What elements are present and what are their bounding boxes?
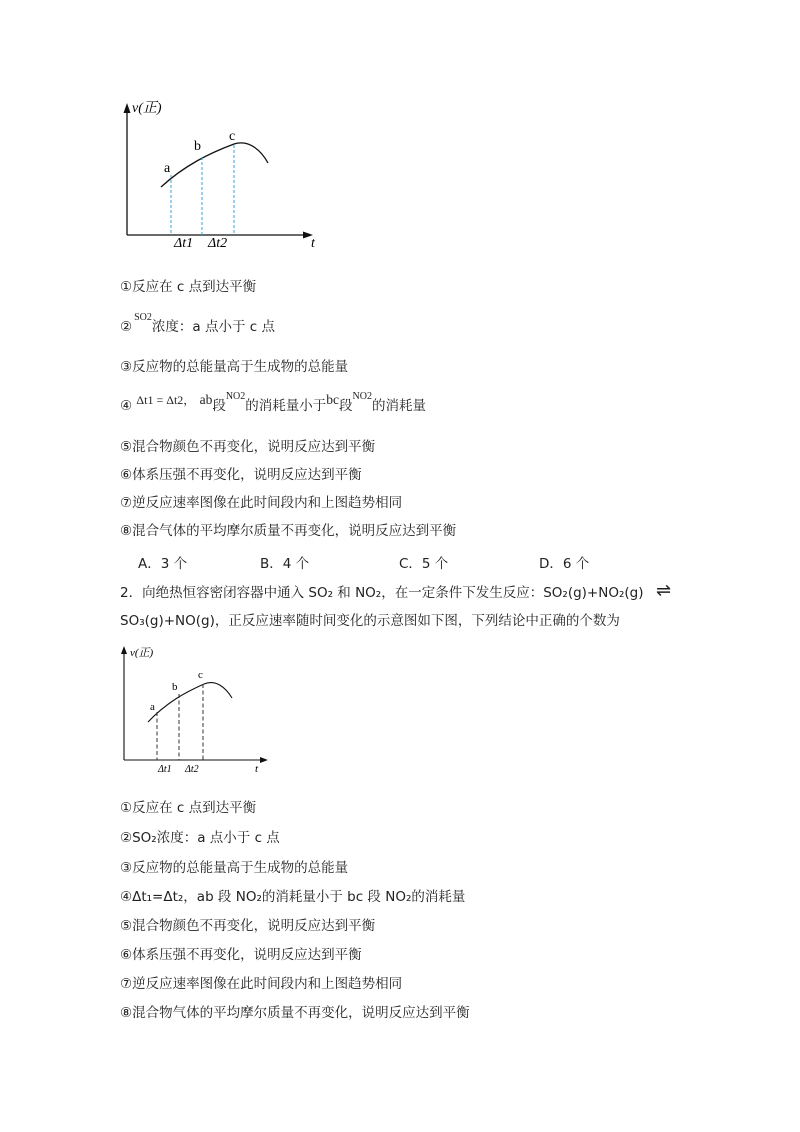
segment-word: 段 [212,398,226,414]
option-d[interactable]: D．6 个 [539,556,590,572]
segment-word: 段 [339,398,353,414]
q1-statement-5: ⑤混合物颜色不再变化，说明反应达到平衡 [120,439,376,455]
point-label-a: a [150,701,155,713]
no2-formula: NO2 [352,391,372,402]
rate-graph-1 [110,95,340,255]
option-a[interactable]: A．3 个 [138,556,188,572]
point-label-b: b [172,681,178,693]
y-axis-arrow [121,646,127,654]
y-axis-label: v(正) [132,101,162,116]
so2-formula: SO2 [134,312,152,323]
statement-text: 的消耗量小于 [245,398,327,414]
statement-text: 浓度：a 点小于 c 点 [151,319,275,335]
point-label-c: c [229,129,236,144]
y-axis-arrow [124,103,131,113]
option-c[interactable]: C．5 个 [399,556,449,572]
q1-statement-2 [120,312,275,338]
rate-curve [161,143,268,187]
q2-statement-3: ③反应物的总能量高于生成物的总能量 [120,860,349,876]
tick-label-dt2: Δt2 [185,764,199,775]
rate-curve [148,683,232,722]
q2-statement-5: ⑤混合物颜色不再变化，说明反应达到平衡 [120,918,376,934]
y-axis-label: v(正) [130,647,154,659]
rate-graph-2 [112,640,282,776]
no2-formula: NO2 [225,391,246,402]
tick-label-dt2: Δt2 [208,236,228,251]
q2-stem-line-2: SO₃(g)+NO(g)，正反应速率随时间变化的示意图如下图，下列结论中正确的个数为 [120,613,620,629]
delta-equation: Δt1 = Δt2， [136,393,196,407]
q1-statement-1: ①反应在 c 点到达平衡 [120,279,257,295]
q1-statement-6: ⑥体系压强不再变化，说明反应达到平衡 [120,467,362,483]
segment-ab: ab [199,392,213,407]
x-axis-label: t [311,236,315,251]
option-b[interactable]: B．4 个 [260,556,310,572]
q2-statement-6: ⑥体系压强不再变化，说明反应达到平衡 [120,947,362,963]
q2-statement-2: ②SO₂浓度：a 点小于 c 点 [120,830,280,846]
point-label-a: a [164,161,171,176]
q2-statement-4: ④Δt₁=Δt₂，ab 段 NO₂的消耗量小于 bc 段 NO₂的消耗量 [120,889,466,905]
q1-statement-3: ③反应物的总能量高于生成物的总能量 [120,359,349,375]
tick-label-dt1: Δt1 [174,236,194,251]
point-label-c: c [198,669,203,681]
equilibrium-arrow: ⇌ [656,580,672,601]
point-label-b: b [194,139,201,154]
q2-stem-text: 2．向绝热恒容密闭容器中通入 SO₂ 和 NO₂，在一定条件下发生反应：SO₂(g)+NO₂(g) [120,585,644,601]
x-axis-arrow [260,757,268,763]
segment-bc: bc [326,392,340,407]
q2-statement-7: ⑦逆反应速率图像在此时间段内和上图趋势相同 [120,976,403,992]
q2-stem-line-1 [120,584,643,602]
statement-marker: ② [120,319,133,335]
q2-statement-8: ⑧混合物气体的平均摩尔质量不再变化，说明反应达到平衡 [120,1005,470,1021]
q1-statement-4 [120,391,426,417]
q1-statement-8: ⑧混合气体的平均摩尔质量不再变化，说明反应达到平衡 [120,523,457,539]
q2-statement-1: ①反应在 c 点到达平衡 [120,800,257,816]
statement-text: 的消耗量 [371,398,426,414]
tick-label-dt1: Δt1 [158,764,172,775]
statement-marker: ④ [120,398,133,414]
x-axis-label: t [255,763,259,775]
q1-statement-7: ⑦逆反应速率图像在此时间段内和上图趋势相同 [120,495,403,511]
